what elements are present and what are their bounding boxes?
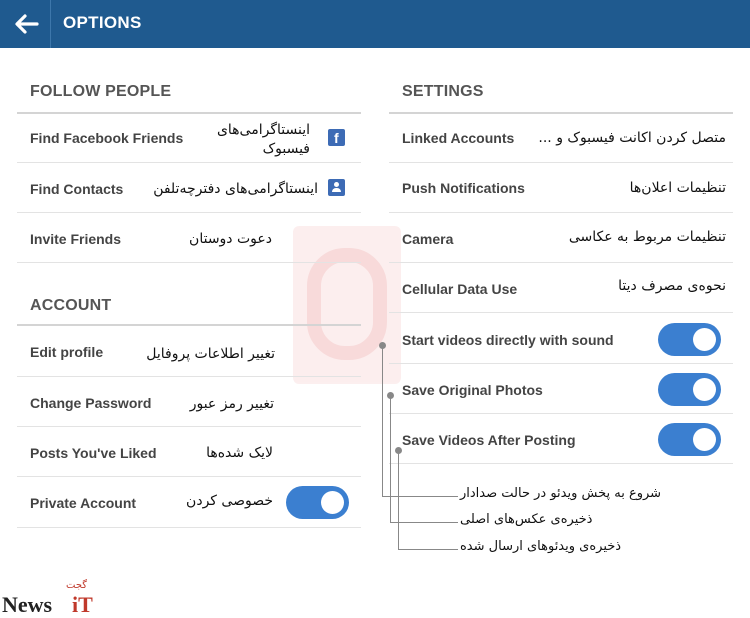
row-divider: [389, 413, 733, 414]
row-divider: [389, 312, 733, 313]
row-label-fa: اینستاگرامی‌های فیسبوک: [216, 122, 310, 157]
row-divider: [17, 426, 361, 427]
logo-news-text: News: [2, 592, 53, 617]
row-divider: [389, 212, 733, 213]
annotation-line: [382, 346, 383, 496]
row-label: Push Notifications: [402, 180, 525, 196]
row-label-fa: لایک شده‌ها: [206, 445, 273, 461]
watermark-logo: [293, 226, 401, 384]
page-title: OPTIONS: [63, 13, 142, 32]
top-app-bar: [0, 0, 750, 48]
row-label-fa: اینستاگرامی‌های دفترچه‌تلفن: [153, 181, 318, 197]
annotation-start-videos-sound: شروع به پخش ویدئو در حالت صدادار: [460, 486, 662, 501]
logo-script-text: گجت: [66, 580, 88, 591]
row-label: Find Contacts: [30, 181, 124, 197]
contacts-icon: [328, 179, 345, 196]
annotation-save-original-photos: ذخیره‌ی عکس‌های اصلی: [460, 512, 593, 527]
row-divider: [389, 162, 733, 163]
row-divider: [17, 212, 361, 213]
row-divider: [17, 527, 361, 528]
row-label: Private Account: [30, 495, 137, 511]
annotation-line: [382, 496, 458, 497]
row-label: Find Facebook Friends: [30, 130, 184, 146]
row-label-fa: تغییر اطلاعات پروفایل: [146, 346, 275, 362]
row-divider: [17, 162, 361, 163]
watermark-shape: [307, 248, 387, 360]
row-label-fa: خصوصی کردن: [186, 493, 273, 509]
row-label: Edit profile: [30, 344, 104, 360]
save-original-photos-toggle[interactable]: [658, 373, 721, 406]
row-divider: [389, 363, 733, 364]
row-divider: [17, 476, 361, 477]
annotation-save-videos-after-posting: ذخیره‌ی ویدئوهای ارسال شده: [460, 539, 622, 554]
toggle-knob: [693, 378, 716, 401]
topbar-divider: [50, 0, 51, 48]
row-label-fa: دعوت دوستان: [189, 231, 272, 247]
annotation-line: [390, 396, 391, 522]
row-label: Start videos directly with sound: [402, 332, 614, 348]
row-divider: [17, 376, 361, 377]
row-divider: [389, 262, 733, 263]
section-header-follow-people: FOLLOW PEOPLE: [30, 83, 172, 100]
row-divider: [389, 463, 733, 464]
facebook-icon: f: [328, 129, 345, 146]
row-label: Change Password: [30, 395, 152, 411]
section-divider: [17, 324, 361, 326]
row-label-fa: نحوه‌ی مصرف دیتا: [618, 278, 726, 294]
section-header-account: ACCOUNT: [30, 297, 112, 314]
back-arrow-icon[interactable]: [10, 8, 42, 40]
row-label: Save Original Photos: [402, 382, 543, 398]
newsit-logo: [2, 580, 98, 617]
logo-it-text: iT: [72, 592, 93, 617]
annotation-line: [398, 451, 399, 549]
toggle-knob: [321, 491, 344, 514]
save-videos-after-posting-toggle[interactable]: [658, 423, 721, 456]
row-label-fa: تنظیمات مربوط به عکاسی: [568, 229, 726, 245]
annotation-line: [390, 522, 458, 523]
annotation-line: [398, 549, 458, 550]
row-label: Invite Friends: [30, 231, 122, 247]
row-label-fa: تنظیمات اعلان‌ها: [629, 180, 726, 196]
row-label-fa: متصل کردن اکانت فیسبوک و ...: [538, 130, 726, 146]
section-divider: [17, 112, 361, 114]
row-label: Linked Accounts: [402, 130, 515, 146]
row-label: Save Videos After Posting: [402, 432, 576, 448]
toggle-knob: [693, 328, 716, 351]
toggle-knob: [693, 428, 716, 451]
section-header-settings: SETTINGS: [402, 83, 484, 100]
row-label-fa: تغییر رمز عبور: [189, 396, 274, 412]
row-label: Cellular Data Use: [402, 281, 518, 297]
row-label: Camera: [402, 231, 454, 247]
row-label: Posts You've Liked: [30, 445, 157, 461]
start-videos-sound-toggle[interactable]: [658, 323, 721, 356]
private-account-toggle[interactable]: [286, 486, 349, 519]
section-divider: [389, 112, 733, 114]
row-divider: [17, 262, 361, 263]
